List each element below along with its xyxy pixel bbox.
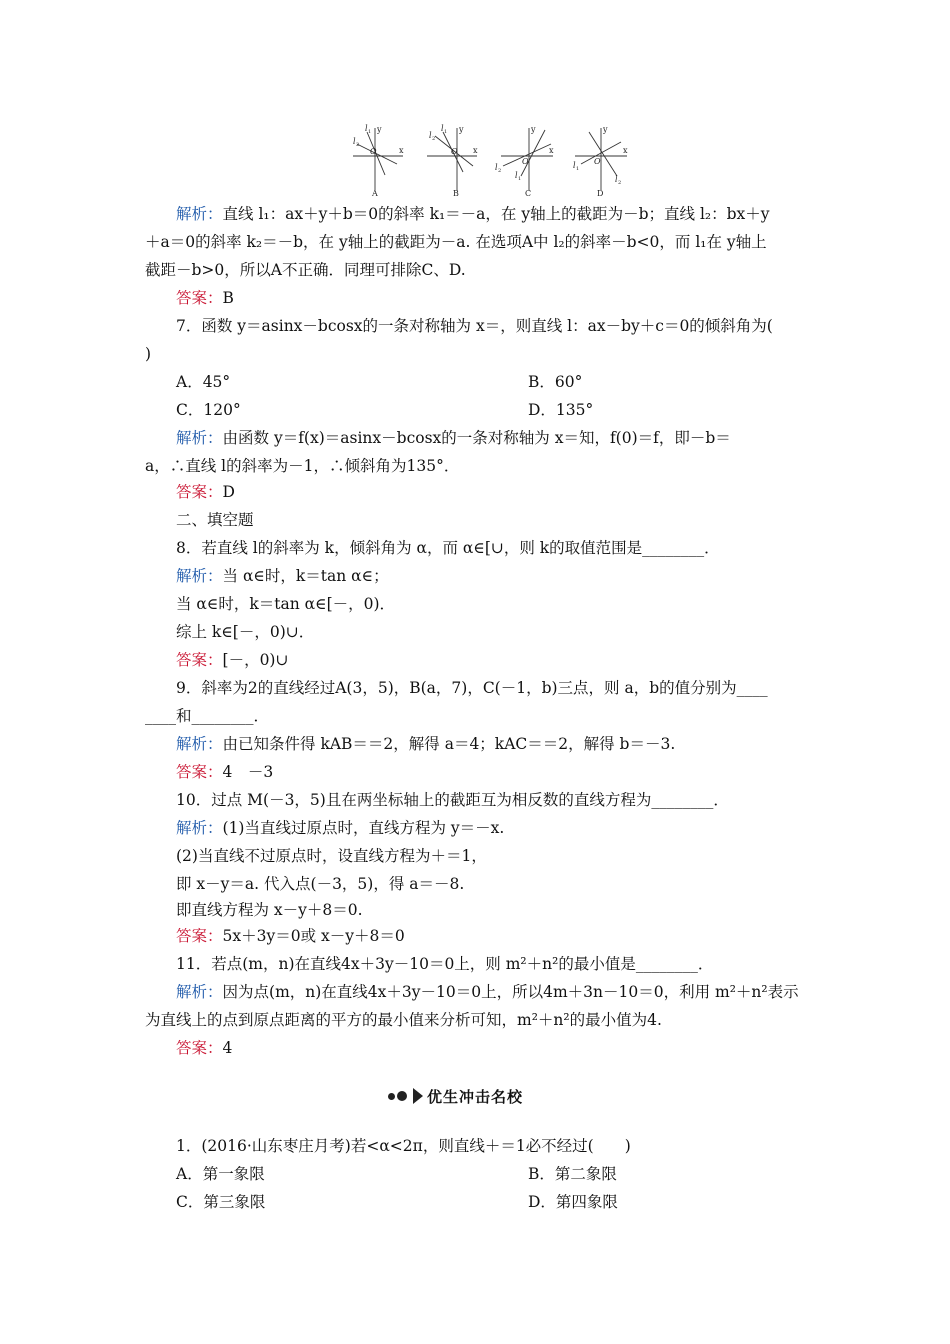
q10-jiexi-line1: (1)当直线过原点时，直线方程为 y＝－x.: [222, 819, 505, 837]
fig-b-origin: O: [451, 147, 458, 156]
answer-label: 答案：: [176, 1039, 223, 1057]
fig-c-origin: O: [522, 157, 529, 166]
p1-option-d: D．第四象限: [528, 1193, 618, 1211]
fig-a-y: y: [377, 125, 382, 134]
q11-answer-value: 4: [222, 1039, 233, 1057]
fig-d-y: y: [603, 125, 608, 134]
q7-stem-1: 7．函数 y＝asinx－bcosx的一条对称轴为 x＝，则直线 l：ax－by＋c＝0的倾斜角为(: [176, 317, 773, 335]
jiexi-label: 解析：: [176, 567, 223, 585]
q8-jiexi-line2: 当 α∈时，k＝tan α∈[－，0)．: [176, 595, 396, 613]
fig-c-x: x: [549, 146, 554, 155]
q9-stem-1: 9．斜率为2的直线经过A(3，5)，B(a，7)，C(－1，b)三点，则 a，b的值分别为____: [176, 679, 768, 697]
answer-label: 答案：: [176, 651, 223, 669]
q9-answer-value: 4 －3: [222, 763, 274, 781]
q8-answer: [176, 649, 288, 671]
fig-d-sub1: 1: [576, 166, 580, 172]
section-banner: [388, 1085, 523, 1107]
q9-answer: [176, 761, 273, 783]
q6-jiexi-line3: 截距－b>0，所以A不正确．同理可排除C、D.: [145, 261, 466, 279]
answer-label: 答案：: [176, 289, 223, 307]
jiexi-label: 解析：: [176, 983, 223, 1001]
q7-option-d: D．135°: [528, 401, 594, 419]
q6-answer: [176, 287, 234, 309]
fig-c-y: y: [531, 125, 536, 134]
fig-b-sub2: 2: [432, 136, 436, 142]
q8-jiexi-line1: 当 α∈时，k＝tan α∈；: [222, 567, 389, 585]
q11-jiexi: [176, 981, 799, 1003]
fig-b-x: x: [473, 146, 478, 155]
fig-b-label: B: [453, 189, 459, 198]
banner-dots-icon: [388, 1091, 409, 1101]
fig-a-sub2: 2: [356, 142, 360, 148]
banner-title: 优生冲击名校: [427, 1087, 524, 1106]
q11-jiexi-line2: 为直线上的点到原点距离的平方的最小值来分析可知，m²＋n²的最小值为4.: [145, 1011, 662, 1029]
q10-stem: 10．过点 M(－3，5)且在两坐标轴上的截距互为相反数的直线方程为________．: [176, 791, 729, 809]
q10-jiexi: [176, 817, 504, 839]
q6-jiexi-line1: 直线 l₁：ax＋y＋b＝0的斜率 k₁＝－a，在 y轴上的截距为－b；直线 l₂：bx＋y: [222, 205, 770, 223]
p1-option-b: B．第二象限: [528, 1165, 617, 1183]
line-figures: [345, 120, 635, 198]
fig-b-y: y: [459, 125, 464, 134]
p1-option-c: C．第三象限: [176, 1193, 266, 1211]
q6-jiexi: [176, 203, 770, 225]
fig-c-sub1: 1: [518, 176, 522, 182]
q8-jiexi: [176, 565, 389, 587]
fig-b-l1: l: [441, 124, 444, 133]
fig-c-label: C: [525, 189, 532, 198]
q7-answer-value: D: [222, 483, 235, 501]
fig-a-label: A: [372, 189, 378, 198]
q10-jiexi-line3: 即 x－y＝a. 代入点(－3，5)，得 a＝－8.: [176, 875, 465, 893]
fig-b-sub1: 1: [444, 129, 448, 135]
q7-option-b: B．60°: [528, 373, 583, 391]
q10-answer: [176, 925, 405, 947]
jiexi-label: 解析：: [176, 735, 223, 753]
fig-a-l2: l: [353, 137, 356, 146]
q8-jiexi-line3: 综上 k∈[－，0)∪．: [176, 623, 315, 641]
q8-stem: 8．若直线 l的斜率为 k，倾斜角为 α，而 α∈[∪，则 k的取值范围是________．: [176, 539, 720, 557]
fig-d-origin: O: [594, 157, 601, 166]
answer-label: 答案：: [176, 763, 223, 781]
answer-label: 答案：: [176, 483, 223, 501]
q7-option-a: A．45°: [176, 373, 231, 391]
fig-b-l2: l: [429, 131, 432, 140]
q10-jiexi-line2: (2)当直线不过原点时，设直线方程为＋＝1，: [176, 847, 487, 865]
fig-c-l1: l: [515, 171, 518, 180]
fig-d-label: D: [597, 189, 604, 198]
q7-jiexi-line2: a，∴直线 l的斜率为－1，∴倾斜角为135°．: [145, 457, 460, 475]
q11-jiexi-line1: 因为点(m，n)在直线4x＋3y－10＝0上，所以4m＋3n－10＝0，利用 m²＋n²表示: [222, 983, 799, 1001]
answer-label: 答案：: [176, 927, 223, 945]
q7-stem-2: ): [145, 345, 152, 363]
figure-a: [353, 128, 403, 190]
q6-jiexi-line2: ＋a＝0的斜率 k₂＝－b，在 y轴上的截距为－a. 在选项A中 l₂的斜率－b<0，而 l₁在 y轴上: [145, 233, 767, 251]
q11-answer: [176, 1037, 232, 1059]
q7-option-c: C．120°: [176, 401, 241, 419]
fig-d-x: x: [623, 146, 628, 155]
q8-answer-value: [－，0)∪: [222, 651, 289, 669]
banner-arrow-icon: [413, 1088, 423, 1104]
q10-jiexi-line4: 即直线方程为 x－y＋8＝0.: [176, 901, 363, 919]
fig-d-sub2: 2: [618, 180, 622, 186]
q6-answer-value: B: [222, 289, 234, 307]
fig-c-sub2: 2: [498, 168, 502, 174]
fig-a-sub1: 1: [368, 129, 372, 135]
jiexi-label: 解析：: [176, 205, 223, 223]
fig-d-l1: l: [573, 161, 576, 170]
fig-d-l2: l: [615, 175, 618, 184]
q7-jiexi: [176, 427, 731, 449]
q11-stem: 11．若点(m，n)在直线4x＋3y－10＝0上，则 m²＋n²的最小值是________．: [176, 955, 714, 973]
q9-jiexi-line1: 由已知条件得 kAB＝＝2，解得 a＝4；kAC＝＝2，解得 b＝－3.: [222, 735, 676, 753]
p1-stem: 1．(2016·山东枣庄月考)若<α<2π，则直线＋＝1必不经过( ): [176, 1137, 631, 1155]
fig-a-x: x: [399, 146, 404, 155]
q7-answer: [176, 481, 235, 503]
q9-stem-2: ____和________．: [145, 707, 270, 725]
q7-jiexi-line1: 由函数 y＝f(x)＝asinx－bcosx的一条对称轴为 x＝知，f(0)＝f，即－b＝: [222, 429, 731, 447]
jiexi-label: 解析：: [176, 819, 223, 837]
fig-a-l1: l: [365, 124, 368, 133]
fig-c-l2: l: [495, 163, 498, 172]
p1-option-a: A．第一象限: [176, 1165, 265, 1183]
section-heading: 二、填空题: [176, 511, 254, 529]
jiexi-label: 解析：: [176, 429, 223, 447]
q9-jiexi: [176, 733, 675, 755]
fig-a-origin: O: [370, 147, 377, 156]
q10-answer-value: 5x＋3y＝0或 x－y＋8＝0: [222, 927, 405, 945]
